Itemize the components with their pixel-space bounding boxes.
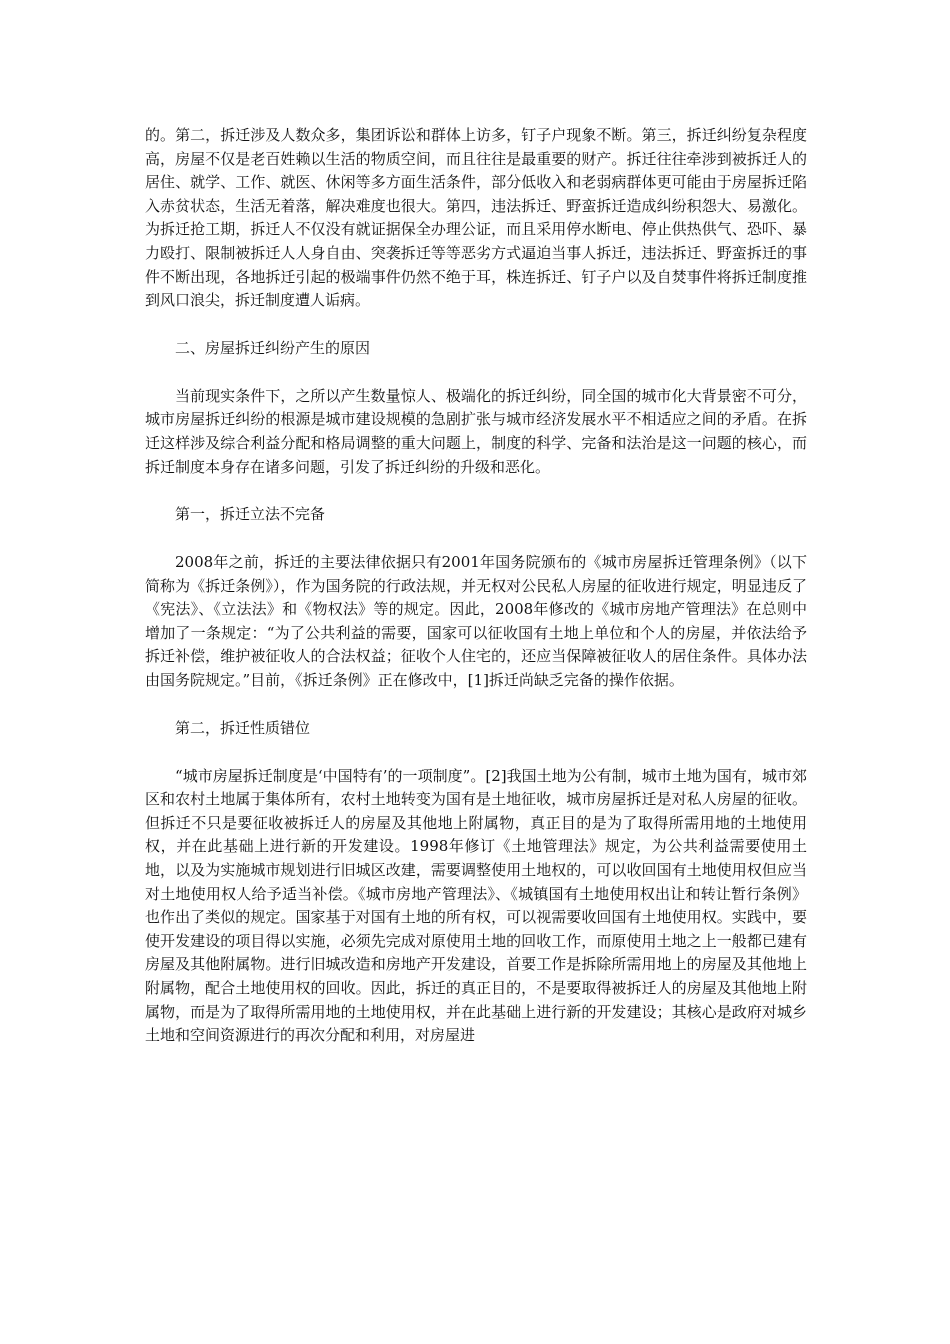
- paragraph-spacer: [145, 479, 807, 503]
- section-heading-causes: 二、房屋拆迁纠纷产生的原因: [175, 338, 371, 357]
- paragraph-causes-intro: 当前现实条件下，之所以产生数量惊人、极端化的拆迁纠纷，同全国的城市化大背景密不可分，城市房屋拆迁纠纷的根源是城市建设规模的急剧扩张与城市经济发展水平不相适应之间的矛盾。在拆迁这样涉及综合利益分配和格局调整的重大问题上，制度的科学、完备和法治是这一问题的核心，而拆迁制度本身存在诸多问题，引发了拆迁纠纷的升级和恶化。: [145, 386, 807, 476]
- document-body: [145, 124, 807, 1048]
- paragraph-legislation: 2008年之前，拆迁的主要法律依据只有2001年国务院颁布的《城市房屋拆迁管理条例》（以下简称为《拆迁条例》），作为国务院的行政法规，并无权对公民私人房屋的征收进行规定，明显违反了《宪法》、《立法法》和《物权法》等的规定。因此，2008年修改的《城市房地产管理法》在总则中增加了一条规定：“为了公共利益的需要，国家可以征收国有土地上单位和个人的房屋，并依法给予拆迁补偿，维护被征收人的合法权益；征收个人住宅的，还应当保障被征收人的居住条件。具体办法由国务院规定。”目前，《拆迁条例》正在修改中，[1]拆迁尚缺乏完备的操作依据。: [145, 553, 807, 690]
- paragraph-spacer: [145, 527, 807, 551]
- paragraph-nature: “城市房屋拆迁制度是‘中国特有’的一项制度”。[2]我国土地为公有制，城市土地为国有，城市郊区和农村土地属于集体所有，农村土地转变为国有是土地征收，城市房屋拆迁是对私人房屋的征收。但拆迁不只是要征收被拆迁人的房屋及其他地上附属物，真正目的是为了取得所需用地的土地使用权，并在此基础上进行新的开发建设。1998年修订《土地管理法》规定，为公共利益需要使用土地，以及为实施城市规划进行旧城区改建，需要调整使用土地权的，可以收回国有土地使用权但应当对土地使用权人给予适当补偿。《城市房地产管理法》、《城镇国有土地使用权出让和转让暂行条例》也作出了类似的规定。国家基于对国有土地的所有权，可以视需要收回国有土地使用权。实践中，要使开发建设的项目得以实施，必须先完成对原使用土地的回收工作，而原使用土地之上一般都已建有房屋及其他附属物。进行旧城改造和房地产开发建设，首要工作是拆除所需用地上的房屋及其他地上附属物，配合土地使用权的回收。因此，拆迁的真正目的，不是要取得被拆迁人的房屋及其他地上附属物，而是为了取得所需用地的土地使用权，并在此基础上进行新的开发建设；其核心是政府对城乡土地和空间资源进行的再次分配和利用，对房屋进: [145, 766, 807, 1045]
- paragraph-spacer: [145, 693, 807, 717]
- paragraph-spacer: [145, 361, 807, 385]
- subheading-legislation: 第一，拆迁立法不完备: [175, 505, 326, 524]
- paragraph-spacer: [145, 313, 807, 337]
- paragraph-continuation: 的。第二，拆迁涉及人数众多，集团诉讼和群体上访多，钉子户现象不断。第三，拆迁纠纷复杂程度高，房屋不仅是老百姓赖以生活的物质空间，而且往往是最重要的财产。拆迁往往牵涉到被拆迁人的居住、就学、工作、就医、休闲等多方面生活条件，部分低收入和老弱病群体更可能由于房屋拆迁陷入赤贫状态，生活无着落，解决难度也很大。第四，违法拆迁、野蛮拆迁造成纠纷积怨大、易激化。为拆迁抢工期，拆迁人不仅没有就证据保全办理公证，而且采用停水断电、停止供热供气、恐吓、暴力殴打、限制被拆迁人人身自由、突袭拆迁等等恶劣方式逼迫当事人拆迁，违法拆迁、野蛮拆迁的事件不断出现，各地拆迁引起的极端事件仍然不绝于耳，株连拆迁、钉子户以及自焚事件将拆迁制度推到风口浪尖，拆迁制度遭人诟病。: [145, 126, 807, 310]
- paragraph-spacer: [145, 740, 807, 764]
- subheading-nature: 第二，拆迁性质错位: [175, 718, 311, 737]
